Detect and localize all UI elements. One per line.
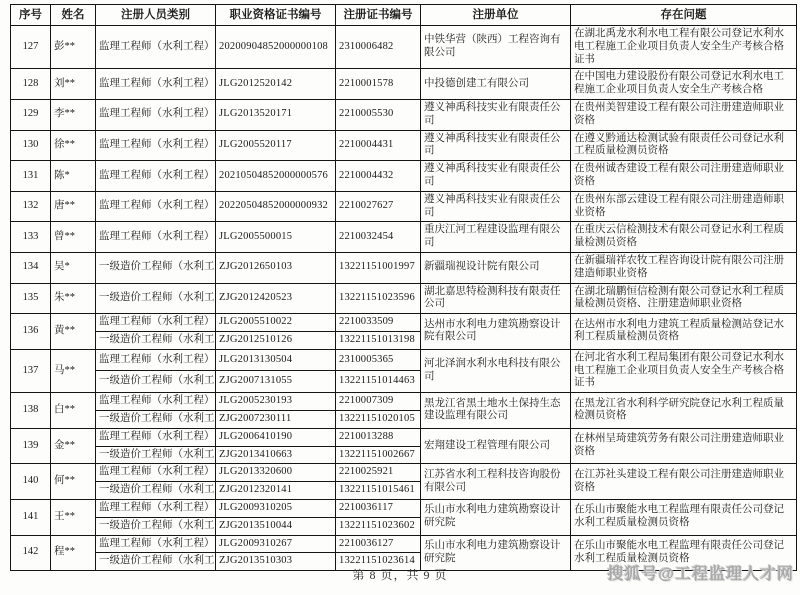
cell-name: 唐** — [51, 191, 96, 222]
cell-unit: 黑龙江省黑土地水土保持生态建设监理有限公司 — [421, 393, 571, 429]
page-indicator: 第 8 页，共 9 页 — [352, 568, 448, 582]
cell-unit: 河北泽润水利水电科技有限公司 — [421, 349, 571, 392]
cell-qualification-number: JLG2013520171 — [216, 100, 336, 131]
cell-qualification-number: ZJG2007131055 — [216, 371, 336, 393]
cell-category: 监理工程师（水利工程） — [96, 161, 216, 192]
cell-category: 监理工程师（水利工程） — [96, 535, 216, 553]
cell-serial: 134 — [11, 252, 51, 283]
cell-category: 一级造价工程师（水利工 — [96, 482, 216, 500]
cell-qualification-number: ZJG2012420523 — [216, 283, 336, 314]
cell-registration-number: 2210013288 — [336, 428, 421, 446]
cell-registration-number: 2210032454 — [336, 222, 421, 253]
cell-registration-number: 13221151023596 — [336, 283, 421, 314]
cell-registration-number: 2210036127 — [336, 535, 421, 553]
cell-problem: 在达州市水利电力建筑工程质量检测站登记水利工程质量检测员资格 — [571, 314, 797, 350]
table-row — [11, 69, 797, 100]
cell-qualification-number: ZJG2012320141 — [216, 482, 336, 500]
cell-category: 一级造价工程师（水利工 — [96, 371, 216, 393]
cell-category: 监理工程师（水利工程） — [96, 130, 216, 161]
table-row — [11, 535, 797, 553]
cell-registration-number: 2210033509 — [336, 314, 421, 332]
header-problem: 存在问题 — [571, 5, 797, 26]
cell-qualification-number: JLG2012520142 — [216, 69, 336, 100]
cell-name: 刘** — [51, 69, 96, 100]
table-row — [11, 130, 797, 161]
cell-registration-number: 13221151013198 — [336, 331, 421, 349]
cell-name: 白** — [51, 393, 96, 429]
cell-qualification-number: ZJG2013410663 — [216, 446, 336, 464]
table-row — [11, 100, 797, 131]
cell-name: 朱** — [51, 283, 96, 314]
cell-qualification-number: JLG2009310267 — [216, 535, 336, 553]
cell-registration-number: 2210001578 — [336, 69, 421, 100]
cell-problem: 在遵义黔通达检测试验有限责任公司登记水利工程质量检测员资格 — [571, 130, 797, 161]
cell-category: 监理工程师（水利工程） — [96, 464, 216, 482]
cell-problem: 在贵州美智建设工程有限公司注册建造师职业资格 — [571, 100, 797, 131]
cell-category: 一级造价工程师（水利工 — [96, 283, 216, 314]
cell-name: 黄** — [51, 314, 96, 350]
cell-qualification-number: JLG2013130504 — [216, 349, 336, 371]
cell-serial: 142 — [11, 535, 51, 571]
cell-registration-number: 2210004432 — [336, 161, 421, 192]
cell-registration-number: 13221151002667 — [336, 446, 421, 464]
cell-unit: 遵义神禹科技实业有限责任公司 — [421, 161, 571, 192]
cell-registration-number: 2210007309 — [336, 393, 421, 411]
cell-serial: 138 — [11, 393, 51, 429]
table-row — [11, 314, 797, 332]
cell-unit: 宏翔建设工程管理有限公司 — [421, 428, 571, 464]
cell-registration-number: 13221151023614 — [336, 553, 421, 571]
table-row — [11, 499, 797, 517]
table-header — [11, 5, 797, 26]
table-row — [11, 252, 797, 283]
cell-serial: 137 — [11, 349, 51, 392]
cell-registration-number: 13221151020105 — [336, 410, 421, 428]
header-registration-no: 注册证书编号 — [336, 5, 421, 26]
cell-serial: 130 — [11, 130, 51, 161]
header-unit: 注册单位 — [421, 5, 571, 26]
cell-qualification-number: JLG2005520117 — [216, 130, 336, 161]
cell-serial: 140 — [11, 464, 51, 500]
cell-problem: 在黑龙江省水利科学研究院登记水利工程质量检测员资格 — [571, 393, 797, 429]
watermark-sohu-account: 搜狐号@工程监理人才网 — [607, 566, 794, 583]
cell-category: 一级造价工程师（水利工 — [96, 446, 216, 464]
cell-qualification-number: ZJG2013510303 — [216, 553, 336, 571]
cell-unit: 新疆瑞视设计院有限公司 — [421, 252, 571, 283]
cell-unit: 重庆江河工程建设监理有限公司 — [421, 222, 571, 253]
cell-name: 何** — [51, 464, 96, 500]
cell-registration-number: 2210025921 — [336, 464, 421, 482]
cell-registration-number: 13221151015461 — [336, 482, 421, 500]
header-serial: 序号 — [11, 5, 51, 26]
table-row — [11, 428, 797, 446]
cell-problem: 在重庆云信检测技术有限公司登记水利工程质量检测员资格 — [571, 222, 797, 253]
cell-serial: 128 — [11, 69, 51, 100]
cell-problem: 在江苏社头建设工程有限公司注册建造师职业资格 — [571, 464, 797, 500]
cell-problem: 在林州呈琦建筑劳务有限公司注册建造师职业资格 — [571, 428, 797, 464]
header-qualification-no: 职业资格证书编号 — [216, 5, 336, 26]
cell-name: 金** — [51, 428, 96, 464]
cell-category: 监理工程师（水利工程） — [96, 26, 216, 69]
table-row — [11, 349, 797, 371]
cell-problem: 在贵州诚杏建设工程有限公司注册建造师职业资格 — [571, 161, 797, 192]
cell-qualification-number: 20200904852000000108 — [216, 26, 336, 69]
cell-problem: 在新疆瑞祥农牧工程咨询设计院有限公司注册建造师职业资格 — [571, 252, 797, 283]
cell-category: 监理工程师（水利工程） — [96, 393, 216, 411]
cell-qualification-number: ZJG2012510126 — [216, 331, 336, 349]
cell-category: 监理工程师（水利工程） — [96, 349, 216, 371]
cell-category: 一级造价工程师（水利工 — [96, 331, 216, 349]
cell-qualification-number: ZJG2007230111 — [216, 410, 336, 428]
cell-category: 监理工程师（水利工程） — [96, 191, 216, 222]
cell-category: 一级造价工程师（水利工 — [96, 252, 216, 283]
cell-registration-number: 2210027627 — [336, 191, 421, 222]
cell-unit: 遵义神禹科技实业有限责任公司 — [421, 191, 571, 222]
cell-category: 一级造价工程师（水利工 — [96, 553, 216, 571]
cell-registration-number: 13221151001997 — [336, 252, 421, 283]
cell-serial: 131 — [11, 161, 51, 192]
cell-name: 徐** — [51, 130, 96, 161]
cell-category: 监理工程师（水利工程） — [96, 222, 216, 253]
cell-name: 彭** — [51, 26, 96, 69]
table-row — [11, 283, 797, 314]
cell-registration-number: 13221151023602 — [336, 517, 421, 535]
cell-category: 监理工程师（水利工程） — [96, 69, 216, 100]
cell-name: 程** — [51, 535, 96, 571]
cell-registration-number: 2210036117 — [336, 499, 421, 517]
cell-serial: 133 — [11, 222, 51, 253]
cell-name: 王** — [51, 499, 96, 535]
cell-unit: 江苏省水利工程科技咨询股份有限公司 — [421, 464, 571, 500]
cell-registration-number: 2310006482 — [336, 26, 421, 69]
cell-serial: 129 — [11, 100, 51, 131]
cell-serial: 136 — [11, 314, 51, 350]
cell-problem: 在河北省水利工程局集团有限公司登记水利水电工程施工企业项目负责人安全生产考核合格证书 — [571, 349, 797, 392]
header-name: 姓名 — [51, 5, 96, 26]
cell-qualification-number: 20210504852000000576 — [216, 161, 336, 192]
cell-unit: 乐山市水利电力建筑勘察设计研究院 — [421, 499, 571, 535]
cell-qualification-number: JLG2006410190 — [216, 428, 336, 446]
cell-problem: 在乐山市聚能水电工程监理有限责任公司登记水利工程质量检测员资格 — [571, 535, 797, 571]
table-row — [11, 26, 797, 69]
cell-name: 马** — [51, 349, 96, 392]
cell-qualification-number: ZJG2012650103 — [216, 252, 336, 283]
cell-unit: 遵义神禹科技实业有限责任公司 — [421, 100, 571, 131]
cell-name: 吴* — [51, 252, 96, 283]
cell-problem: 在贵州东部云建设工程有限公司注册建造师职业资格 — [571, 191, 797, 222]
cell-problem: 在乐山市聚能水电工程监理有限责任公司登记水利工程质量检测员资格 — [571, 499, 797, 535]
cell-category: 监理工程师（水利工程） — [96, 428, 216, 446]
cell-unit: 乐山市水利电力建筑勘察设计研究院 — [421, 535, 571, 571]
cell-registration-number: 2310005365 — [336, 349, 421, 371]
cell-qualification-number: ZJG2013510044 — [216, 517, 336, 535]
cell-category: 监理工程师（水利工程） — [96, 499, 216, 517]
cell-serial: 135 — [11, 283, 51, 314]
cell-serial: 127 — [11, 26, 51, 69]
table-row — [11, 393, 797, 411]
registered-personnel-table — [10, 4, 797, 571]
cell-category: 监理工程师（水利工程） — [96, 100, 216, 131]
cell-serial: 141 — [11, 499, 51, 535]
cell-unit: 达州市水利电力建筑勘察设计院有限公司 — [421, 314, 571, 350]
records-tbody — [11, 26, 797, 571]
cell-qualification-number: JLG2009310205 — [216, 499, 336, 517]
cell-category: 一级造价工程师（水利工 — [96, 410, 216, 428]
cell-problem: 在中国电力建设股份有限公司登记水利水电工程施工企业项目负责人安全生产考核合格 — [571, 69, 797, 100]
cell-problem: 在湖北禹龙水利水电工程有限公司登记水利水电工程施工企业项目负责人安全生产考核合格证书 — [571, 26, 797, 69]
table-row — [11, 161, 797, 192]
table-row — [11, 222, 797, 253]
cell-registration-number: 13221151014463 — [336, 371, 421, 393]
cell-category: 一级造价工程师（水利工 — [96, 517, 216, 535]
cell-unit: 中铁华营（陕西）工程咨询有限公司 — [421, 26, 571, 69]
cell-category: 监理工程师（水利工程） — [96, 314, 216, 332]
cell-name: 李** — [51, 100, 96, 131]
cell-unit: 中投德创建工有限公司 — [421, 69, 571, 100]
cell-qualification-number: JLG2005500015 — [216, 222, 336, 253]
cell-qualification-number: JLG2013320600 — [216, 464, 336, 482]
table-row — [11, 191, 797, 222]
cell-name: 陈* — [51, 161, 96, 192]
cell-qualification-number: JLG2005230193 — [216, 393, 336, 411]
cell-problem: 在湖北瑞鹏恒信检测有限公司登记水利工程质量检测员资格、注册建造师职业资格 — [571, 283, 797, 314]
cell-qualification-number: 20220504852000000932 — [216, 191, 336, 222]
cell-name: 曾** — [51, 222, 96, 253]
cell-registration-number: 2210004431 — [336, 130, 421, 161]
cell-serial: 139 — [11, 428, 51, 464]
table-row — [11, 464, 797, 482]
cell-registration-number: 2210005530 — [336, 100, 421, 131]
header-category: 注册人员类别 — [96, 5, 216, 26]
cell-qualification-number: JLG2005510022 — [216, 314, 336, 332]
cell-unit: 湖北嘉思特检测科技有限责任公司 — [421, 283, 571, 314]
cell-serial: 132 — [11, 191, 51, 222]
cell-unit: 遵义神禹科技实业有限责任公司 — [421, 130, 571, 161]
